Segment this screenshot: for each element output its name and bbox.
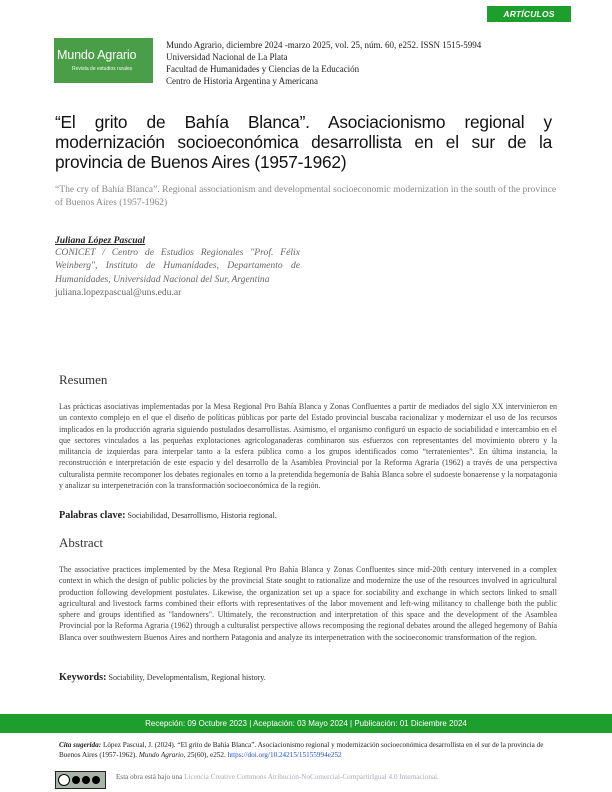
author-affiliation: CONICET / Centro de Estudios Regionales "Prof. Félix Weinberg", Instituto de Humanidades, Departamento de Humanidades, Universidad Nacional del Sur, Argentina (55, 247, 300, 285)
citation-label: Cita sugerida: (59, 741, 102, 749)
resumen-text: Las prácticas asociativas implementadas por la Mesa Regional Pro Bahía Blanca y Zonas Confluentes a partir de mediados del siglo XX intervinieron en un contexto complejo en el que el diseño de políticas públicas por parte del Estado provincial buscaba racionalizar y modernizar el uso de los recursos implicados en la producción agraria siguiendo postulados desarrollistas. Asimismo, el organismo configuró un espacio de sociabilidad e intercambio en el que sectores vinculados a las pequeñas explotaciones agricologanaderas combinaron sus esfuerzos con representantes del movimiento obrero y la militancia de izquierdas para interpelar tanto a la esfera pública como a los grupos identificados como “terratenientes”. En última instancia, la reconstrucción e interpretación de este espacio y del desarrollo de la Asamblea Provincial por la Reforma Agraria (1962) a través de una perspectiva culturalista permite recomponer los debates regionales en torno a la pretendida hegemonía de Bahía Blanca sobre el sudoeste bonaerense y la norpatagonia y analizar su interpenetración con la transformación socioeconómica de la región. (59, 402, 557, 491)
journal-line: Centro de Historia Argentina y Americana (166, 76, 319, 86)
citation-authors: López Pascual, J. (2024). “El grito de Bahía Blanca”. Asociacionismo regional y modernización socioeconómica desarrollista en el sur de la provincia de Buenos Aires (1957-1962). (59, 741, 544, 760)
abstract-keywords (59, 672, 266, 683)
section-badge: ARTÍCULOS (487, 6, 571, 22)
author-email[interactable]: juliana.lopezpascual@uns.edu.ar (55, 287, 182, 298)
cc-circle-icon (58, 774, 70, 786)
cc-license-icon[interactable] (55, 771, 106, 789)
license-text (116, 773, 439, 781)
keywords-label: Palabras clave: (59, 510, 126, 521)
doi-link[interactable]: https://doi.org/10.24215/15155994e252 (227, 751, 342, 760)
article-title: “El grito de Bahía Blanca”. Asociacionismo regional y modernización socioeconómica desarrollista en el sur de la provincia de Buenos Aires (1957-1962) (55, 112, 552, 173)
suggested-citation (59, 740, 559, 761)
logo-tagline: Revista de estudios rurales (72, 66, 133, 72)
keywords-label: Keywords: (59, 672, 107, 683)
keywords-text: Sociability, Developmentalism, Regional history. (108, 673, 266, 682)
journal-line: Facultad de Humanidades y Ciencias de la Educación (166, 64, 360, 74)
abstract-heading: Abstract (59, 535, 104, 550)
resumen-heading: Resumen (59, 372, 108, 387)
citation-journal: Mundo Agrario, (138, 751, 186, 760)
dates-bar: Recepción: 09 Octubre 2023 | Aceptación: 03 Mayo 2024 | Publicación: 01 Diciembre 2024 (0, 714, 612, 733)
resumen-keywords (59, 510, 277, 521)
cc-by-icon (72, 776, 80, 784)
article-subtitle: “The cry of Bahía Blanca”. Regional associationism and developmental socioeconomic modernization in the south of the province of Buenos Aires (1957-1962) (55, 184, 557, 208)
citation-volume: 25(60), e252. (187, 751, 226, 760)
journal-info (166, 39, 481, 87)
journal-line: Mundo Agrario, diciembre 2024 -marzo 2025, vol. 25, núm. 60, e252. ISSN 1515-5994 (166, 40, 482, 50)
logo-name: Mundo Agrario (57, 48, 137, 62)
journal-line: Universidad Nacional de La Plata (166, 52, 288, 62)
journal-logo[interactable] (54, 38, 153, 83)
abstract-text: The associative practices implemented by the Mesa Regional Pro Bahía Blanca y Zonas Confluentes since mid-20th century intervened in a complex context in which the design of public policies by the provincial State sought to rationalize and modernize the use of the resources involved in agricultural production following development postulates. Likewise, the organization set up a space for sociability and exchange in which sectors linked to small agricultural and livestock farms combined their efforts with representatives of the labor movement and left-wing militancy to challenge both the public sphere and groups identified as "landowners". Ultimately, the reconstruction and interpretation of this space and the development of the Asamblea Provincial por la Reforma Agraria (1962) through a culturalist perspective allows recomposing the regional debates around the alleged hegemony of Bahía Blanca over southwestern Buenos Aires and northern Patagonia and analyze its interpenetration with the socioeconomic transformation of the region. (59, 565, 557, 642)
license-link[interactable]: Licencia Creative Commons Atribución-NoComercial-CompartirIgual 4.0 Internacional. (184, 773, 439, 781)
cc-nc-icon (82, 776, 90, 784)
license-prefix: Esta obra está bajo una (116, 773, 183, 781)
author-name[interactable]: Juliana López Pascual (55, 235, 146, 246)
keywords-text: Sociabilidad, Desarrollismo, Historia regional. (127, 511, 277, 520)
cc-sa-icon (92, 776, 100, 784)
